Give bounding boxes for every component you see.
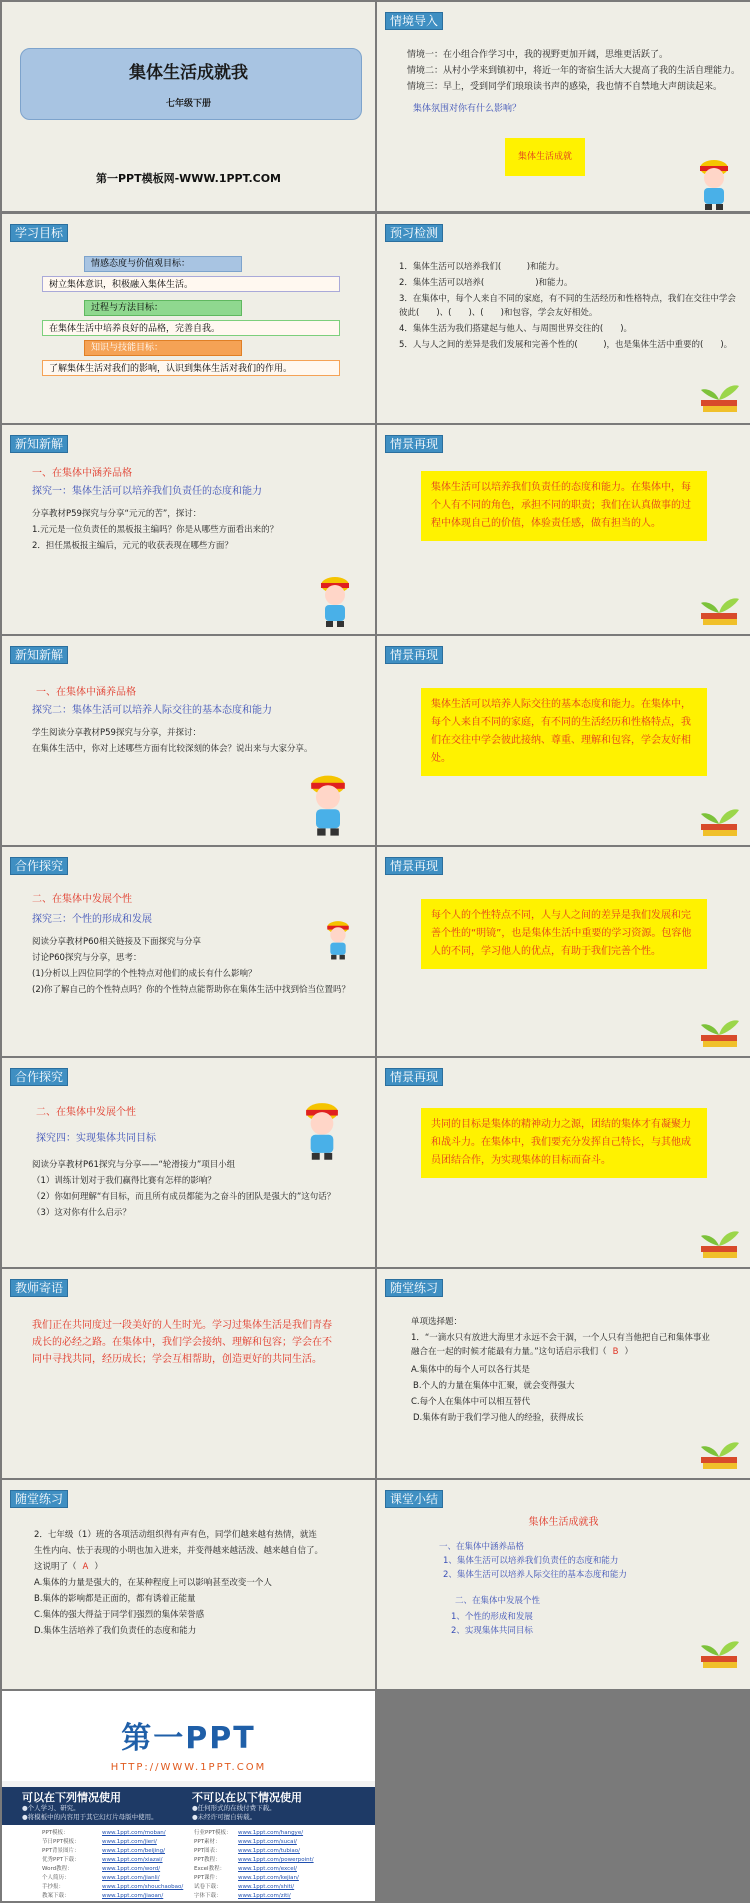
option-c: C.每个人在集体中可以相互替代 bbox=[411, 1397, 531, 1407]
body-line: （2）你如何理解“有目标，而且所有成员都能为之奋斗的团队是强大的”这句话？ bbox=[32, 1192, 336, 1202]
slide-scene-4[interactable] bbox=[377, 1058, 750, 1267]
plant-books-icon bbox=[695, 1630, 743, 1670]
highlight-text: 集体生活成就 bbox=[517, 152, 572, 162]
answer-text: A bbox=[82, 1562, 89, 1572]
option-b: B.个人的力量在集体中汇聚，就会变得强大 bbox=[413, 1381, 575, 1391]
body-line: 学生阅读分享教材P59探究与分享，并探讨： bbox=[32, 728, 201, 738]
brand-url[interactable]: HTTP://WWW.1PPT.COM bbox=[110, 1762, 267, 1773]
goal-label-knowledge: 知识与技能目标： bbox=[84, 340, 242, 356]
pretest-line: 彼此( )、( )、( )和包容，学会友好相处。 bbox=[399, 308, 598, 318]
resource-label: PPT教程： bbox=[194, 1857, 221, 1863]
slide-scene-2[interactable] bbox=[377, 636, 750, 845]
section-tag: 课堂小结 bbox=[385, 1490, 443, 1508]
section-tag: 学习目标 bbox=[10, 224, 68, 242]
resource-link[interactable]: www.1ppt.com/hangye/ bbox=[238, 1830, 304, 1836]
summary-item: 2、实现集体共同目标 bbox=[451, 1626, 533, 1636]
section-tag: 随堂练习 bbox=[385, 1279, 443, 1297]
body-line: 在集体生活中，你对上述哪些方面有比较深刻的体会？说出来与大家分享。 bbox=[32, 744, 313, 754]
slide-new-knowledge-2[interactable] bbox=[2, 636, 375, 845]
slide-goals[interactable] bbox=[2, 214, 375, 423]
mascot-icon bbox=[320, 915, 356, 961]
body-line: （1）训练计划对于我们赢得比赛有怎样的影响？ bbox=[32, 1176, 216, 1186]
plant-books-icon bbox=[695, 1009, 743, 1049]
answer-text: B bbox=[612, 1347, 619, 1357]
resource-label: 优秀PPT下载： bbox=[42, 1857, 80, 1863]
links-panel bbox=[2, 1825, 375, 1901]
section-heading: 二、在集体中发展个性 bbox=[32, 894, 132, 905]
slide-cooperation-1[interactable] bbox=[2, 847, 375, 1056]
question-line: 融合在一起的时候才能最有力量。”这句话启示我们（ B ） bbox=[411, 1347, 634, 1357]
slide-summary[interactable] bbox=[377, 1480, 750, 1689]
resource-link[interactable]: www.1ppt.com/tubiao/ bbox=[238, 1848, 300, 1854]
resource-link[interactable]: www.1ppt.com/shouchaobao/ bbox=[102, 1884, 184, 1890]
inquiry-heading: 探究一：集体生活可以培养我们负责任的态度和能力 bbox=[32, 486, 262, 497]
section-tag: 随堂练习 bbox=[10, 1490, 68, 1508]
resource-link[interactable]: www.1ppt.com/word/ bbox=[102, 1866, 161, 1872]
message-text: 我们正在共同度过一段美好的人生时光。学习过集体生活是我们青春成长的必经之路。在集体中，我们学会接纳、理解和包容；学会在不同中寻找共同，经历成长；学会互相帮助，创造更好的共同生活。 bbox=[32, 1320, 332, 1365]
body-line: 1.元元是一位负责任的黑板报主编吗？你是从哪些方面看出来的？ bbox=[32, 525, 279, 535]
plant-books-icon bbox=[695, 798, 743, 838]
section-tag: 情景再现 bbox=[385, 435, 443, 453]
plant-books-icon bbox=[695, 374, 743, 414]
section-tag: 新知新解 bbox=[10, 435, 68, 453]
question-line: 1．“一滴水只有放进大海里才永远不会干涸，一个人只有当他把自己和集体事业 bbox=[411, 1333, 710, 1343]
section-tag: 合作探究 bbox=[10, 1068, 68, 1086]
highlight-box: 集体生活可以培养我们负责任的态度和能力。在集体中，每个人有不同的角色，承担不同的职责；我们在认真做事的过程中体现自己的价值，体验责任感，做有担当的人。 bbox=[421, 471, 707, 541]
site-label: 第一PPT模板网-WWW.1PPT.COM bbox=[95, 172, 282, 185]
resource-link[interactable]: www.1ppt.com/moban/ bbox=[102, 1830, 166, 1836]
pretest-line: 5．人与人之间的差异是我们发展和完善个性的( )，也是集体生活中重要的( )。 bbox=[399, 340, 733, 350]
slide-subtitle: 七年级下册 bbox=[165, 99, 211, 109]
resource-label: PPT模板： bbox=[42, 1830, 69, 1836]
slide-situation[interactable] bbox=[377, 2, 750, 211]
option-b: B.集体的影响都是正面的，都有诱着正能量 bbox=[34, 1594, 196, 1604]
resource-link[interactable]: www.1ppt.com/excel/ bbox=[238, 1866, 297, 1872]
resource-label: Excel教程： bbox=[194, 1866, 226, 1872]
resource-label: PPT素材： bbox=[194, 1839, 221, 1845]
slide-pretest[interactable] bbox=[377, 214, 750, 423]
summary-item: 2、集体生活可以培养人际交往的基本态度和能力 bbox=[443, 1570, 627, 1580]
option-c: C.集体的强大得益于同学们强烈的集体荣誉感 bbox=[34, 1610, 205, 1620]
slide-title-text: 集体生活成就我 bbox=[129, 63, 248, 83]
pretest-line: 3．在集体中，每个人来自不同的家庭，有不同的生活经历和性格特点，我们在交往中学会 bbox=[399, 294, 736, 304]
cannot-use-item: ●未经许可擅自转载。 bbox=[192, 1813, 257, 1821]
mascot-icon bbox=[312, 569, 358, 629]
body-line: 阅读分享教材P60相关链接及下面探究与分享 bbox=[32, 937, 201, 947]
resource-link[interactable]: www.1ppt.com/beijing/ bbox=[102, 1848, 166, 1854]
option-a: A.集体的力量是强大的，在某种程度上可以影响甚至改变一个人 bbox=[34, 1578, 272, 1588]
can-use-item: ●将模板中的内容用于其它幻灯片母版中使用。 bbox=[22, 1813, 158, 1821]
resource-label: 字体下载： bbox=[194, 1893, 222, 1899]
inquiry-heading: 探究二：集体生活可以培养人际交往的基本态度和能力 bbox=[32, 705, 272, 716]
body-line: 讨论P60探究与分享，思考： bbox=[32, 953, 142, 963]
resource-link[interactable]: www.1ppt.com/kejian/ bbox=[238, 1875, 299, 1881]
body-line: 2．担任黑板报主编后，元元的收获表现在哪些方面？ bbox=[32, 541, 233, 551]
section-tag: 合作探究 bbox=[10, 857, 68, 875]
inquiry-heading: 探究三：个性的形成和发展 bbox=[32, 914, 152, 925]
body-line: 阅读分享教材P61探究与分享——“轮滑接力”项目小组 bbox=[32, 1160, 236, 1170]
mascot-icon bbox=[294, 1094, 350, 1162]
plant-books-icon bbox=[695, 587, 743, 627]
resource-link[interactable]: www.1ppt.com/jianli/ bbox=[102, 1875, 160, 1881]
slide-new-knowledge-1[interactable] bbox=[2, 425, 375, 634]
section-tag: 情景再现 bbox=[385, 1068, 443, 1086]
goal-label-process: 过程与方法目标： bbox=[84, 300, 242, 316]
resource-label: 个人简历： bbox=[42, 1875, 70, 1881]
slide-cooperation-2[interactable] bbox=[2, 1058, 375, 1267]
goal-text-attitude: 树立集体意识，积极融入集体生活。 bbox=[42, 276, 340, 292]
option-a: A.集体中的每个人可以各行其是 bbox=[411, 1365, 530, 1375]
section-tag: 情境导入 bbox=[385, 12, 443, 30]
slide-practice-2[interactable] bbox=[2, 1480, 375, 1689]
summary-item: 1、集体生活可以培养我们负责任的态度和能力 bbox=[443, 1556, 619, 1566]
can-use-item: ●个人学习、研究。 bbox=[22, 1804, 80, 1812]
resource-label: PPT图表： bbox=[194, 1848, 221, 1854]
resource-link[interactable]: www.1ppt.com/jiaoan/ bbox=[102, 1893, 164, 1899]
cannot-use-item: ●任何形式的在线付费下载。 bbox=[192, 1804, 276, 1812]
cannot-use-heading: 不可以在以下情况使用 bbox=[192, 1791, 302, 1804]
goal-text-knowledge: 了解集体生活对我们的影响，认识到集体生活对我们的作用。 bbox=[42, 360, 340, 376]
body-line: (2)你了解自己的个性特点吗？你的个性特点能帮助你在集体生活中找到恰当位置吗？ bbox=[32, 985, 351, 995]
pretest-line: 4．集体生活为我们搭建起与他人、与周围世界交往的( )。 bbox=[399, 324, 633, 334]
question-line: 生性内向、怯于表现的小明也加入进来，并变得越来越活泼、越来越自信了。 bbox=[34, 1546, 324, 1556]
resource-label: 手抄报： bbox=[42, 1884, 65, 1890]
can-use-heading: 可以在下列情况使用 bbox=[22, 1791, 121, 1804]
resource-label: 试卷下载： bbox=[194, 1884, 222, 1890]
goal-text-process: 在集体生活中培养良好的品格，完善自我。 bbox=[42, 320, 340, 336]
brand-logo: 第一PPT bbox=[121, 1721, 256, 1756]
pretest-line: 1．集体生活可以培养我们( )和能力。 bbox=[399, 262, 565, 272]
option-d: D.集体有助于我们学习他人的经验，获得成长 bbox=[413, 1413, 584, 1423]
resource-label: 教案下载： bbox=[42, 1893, 70, 1899]
section-heading: 一、在集体中涵养品格 bbox=[32, 468, 132, 479]
section-tag: 新知新解 bbox=[10, 646, 68, 664]
section-heading: 二、在集体中发展个性 bbox=[36, 1107, 136, 1118]
resource-link[interactable]: www.1ppt.com/ziti/ bbox=[238, 1893, 291, 1899]
slide-footer-brand[interactable] bbox=[2, 1691, 375, 1901]
mascot-icon bbox=[691, 152, 737, 211]
resource-link[interactable]: www.1ppt.com/jieri/ bbox=[102, 1839, 157, 1845]
section-tag: 情景再现 bbox=[385, 646, 443, 664]
question-line: 2．七年级（1）班的各项活动组织得有声有色，同学们越来越有热情，就连 bbox=[34, 1530, 317, 1540]
body-line: （3）这对你有什么启示？ bbox=[32, 1208, 131, 1218]
slide-teacher-message[interactable] bbox=[2, 1269, 375, 1478]
highlight-box: 集体生活可以培养人际交往的基本态度和能力。在集体中，每个人来自不同的家庭，有不同的生活经历和性格特点，我们在交往中学会彼此接纳、尊重、理解和包容，学会友好相处。 bbox=[421, 688, 707, 776]
slide-scene-1[interactable] bbox=[377, 425, 750, 634]
slide-scene-3[interactable] bbox=[377, 847, 750, 1056]
pretest-line: 2．集体生活可以培养( )和能力。 bbox=[399, 278, 573, 288]
scenario-line: 情境一：在小组合作学习中，我的视野更加开阔，思维更活跃了。 bbox=[407, 50, 669, 60]
resource-link[interactable]: www.1ppt.com/powerpoint/ bbox=[238, 1857, 314, 1863]
plant-books-icon bbox=[695, 1220, 743, 1260]
body-line: 分享教材P59探究与分享“元元的苦”，探讨： bbox=[32, 509, 202, 519]
resource-label: 节日PPT模板： bbox=[42, 1839, 80, 1845]
resource-label: PPT课件： bbox=[194, 1875, 221, 1881]
goal-label-attitude: 情感态度与价值观目标： bbox=[84, 256, 242, 272]
slide-practice-1[interactable] bbox=[377, 1269, 750, 1478]
section-tag: 教师寄语 bbox=[10, 1279, 68, 1297]
scenario-line: 情境二：从村小学来到镇初中，将近一年的寄宿生活大大提高了我的生活自理能力。 bbox=[407, 66, 741, 76]
scenario-line: 情境三：早上，受到同学们琅琅读书声的感染，我也情不自禁地大声朗读起来。 bbox=[407, 82, 723, 92]
body-line: (1)分析以上四位同学的个性特点对他们的成长有什么影响？ bbox=[32, 969, 257, 979]
mascot-icon bbox=[298, 766, 358, 838]
summary-item: 1、个性的形成和发展 bbox=[451, 1612, 533, 1622]
resource-label: 行业PPT模板： bbox=[194, 1830, 232, 1836]
resource-link[interactable]: www.1ppt.com/xiazai/ bbox=[102, 1857, 163, 1863]
resource-label: Word教程： bbox=[42, 1866, 73, 1872]
highlight-box: 共同的目标是集体的精神动力之源，团结的集体才有凝聚力和战斗力。在集体中，我们要充分发挥自己特长，与其他成员团结合作，为实现集体的目标而奋斗。 bbox=[421, 1108, 707, 1178]
summary-item: 一、在集体中涵养品格 bbox=[439, 1542, 525, 1552]
resource-link[interactable]: www.1ppt.com/shiti/ bbox=[238, 1884, 295, 1890]
inquiry-heading: 探究四：实现集体共同目标 bbox=[36, 1133, 156, 1144]
slide-title[interactable] bbox=[2, 2, 375, 211]
highlight-box: 每个人的个性特点不同，人与人之间的差异是我们发展和完善个性的“明镜”，也是集体生活中重要的学习资源。包容他人的不同，学习他人的优点，有助于我们完善个性。 bbox=[421, 899, 707, 969]
resource-link[interactable]: www.1ppt.com/sucai/ bbox=[238, 1839, 297, 1845]
resource-label: PPT背景图片： bbox=[42, 1848, 80, 1854]
section-heading: 一、在集体中涵养品格 bbox=[36, 687, 136, 698]
option-d: D.集体生活培养了我们负责任的态度和能力 bbox=[34, 1626, 197, 1636]
section-tag: 情景再现 bbox=[385, 857, 443, 875]
summary-title: 集体生活成就我 bbox=[528, 1517, 599, 1528]
question-text: 集体氛围对你有什么影响？ bbox=[413, 104, 522, 114]
question-line: 这说明了（ A ） bbox=[34, 1562, 103, 1572]
question-type: 单项选择题： bbox=[411, 1317, 463, 1327]
section-tag: 预习检测 bbox=[385, 224, 443, 242]
summary-item: 二、在集体中发展个性 bbox=[455, 1596, 541, 1606]
plant-books-icon bbox=[695, 1431, 743, 1471]
